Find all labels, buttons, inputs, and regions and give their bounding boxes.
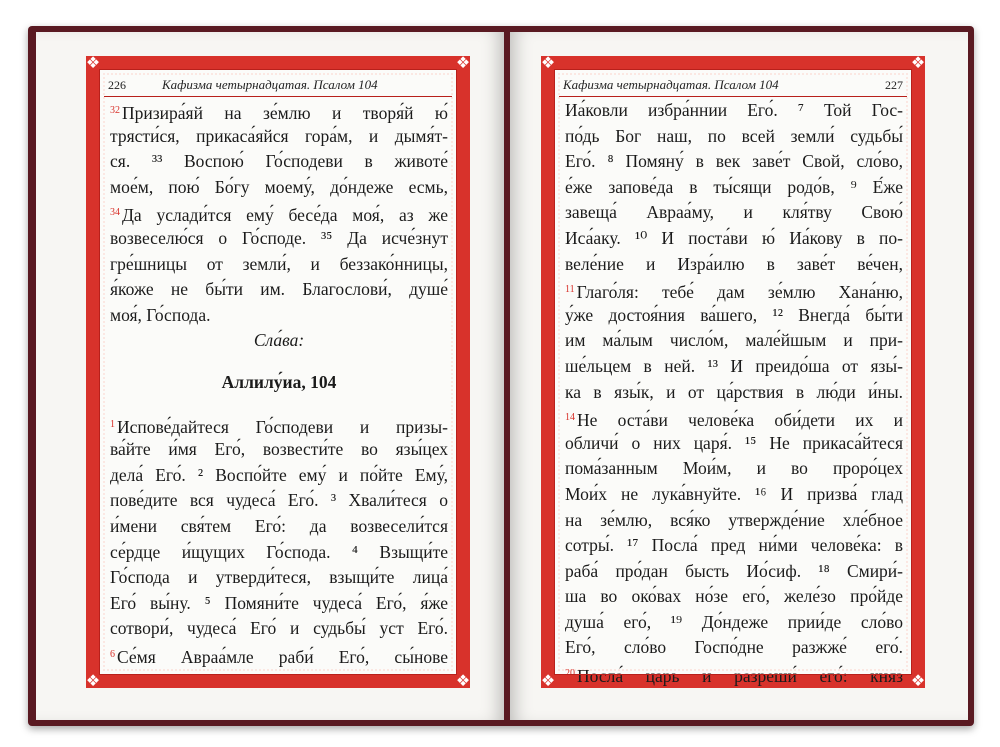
text-line	[565, 661, 903, 687]
line-text: мое́м, пою́ Бо́гу моему́, до́ндеже есмь,	[110, 176, 448, 197]
text-line	[110, 252, 448, 278]
right-page-text	[565, 98, 903, 687]
page-number: 227	[885, 78, 903, 92]
line-text: трясти́ся, прикаса́яйся гора́м, и дымя́т-	[110, 125, 448, 146]
text-line	[565, 584, 903, 610]
left-ornamental-frame	[85, 53, 471, 690]
ornament-corner-icon: ❖	[455, 671, 471, 690]
line-text: веле́ние и Изра́илю в заве́т ве́чен,	[565, 253, 903, 274]
text-line	[110, 591, 448, 617]
line-text: Не оста́ви челове́ка оби́дети их и	[577, 410, 903, 431]
verse-number: 1	[110, 418, 115, 430]
line-text: Призира́яй на зе́млю и творя́й ю́	[122, 103, 448, 123]
text-line	[565, 456, 903, 482]
text-line	[565, 508, 903, 534]
line-text: е́же запове́да в ты́сящи родо́в, ⁹ Е́же	[565, 176, 903, 197]
text-line	[110, 488, 448, 514]
text-line	[565, 252, 903, 278]
ornament-corner-icon: ❖	[455, 53, 471, 72]
text-line	[110, 303, 448, 329]
verse-number: 20	[565, 668, 575, 680]
text-line	[565, 380, 903, 406]
verse-number: 34	[110, 207, 120, 219]
text-line	[110, 514, 448, 540]
line-text: Сла́ва:	[253, 330, 305, 351]
ornament-corner-icon: ❖	[85, 53, 101, 72]
line-text: Иа́ковли избра́ннии Его́. ⁷ Той Гос-	[565, 100, 903, 120]
text-line	[110, 98, 448, 124]
line-text: им ма́лым число́м, мале́йшым и при-	[565, 330, 903, 351]
line-text: се́рдце и́щущих Го́спода. ⁴ Взыщи́те	[110, 541, 448, 562]
line-text: по́дь Бог наш, по всей земли́ судьбы́	[565, 125, 903, 146]
line-text: душа́ его́, ¹⁹ До́ндеже прии́де сло́во	[565, 611, 903, 632]
text-line	[110, 412, 448, 438]
spacer	[110, 396, 448, 412]
ornament-corner-icon: ❖	[910, 53, 926, 72]
text-line	[565, 124, 903, 150]
text-line	[110, 124, 448, 150]
text-line	[565, 303, 903, 329]
line-text: Испове́дайтеся Го́сподеви и призы-	[117, 416, 448, 437]
ornament-corner-icon: ❖	[85, 671, 101, 690]
line-text: Его́ вы́ну. ⁵ Помяни́те чудеса́ Его́, я́же	[110, 592, 448, 613]
line-text: Иса́аку. ¹⁰ И поста́ви ю́ Иа́кову в по-	[565, 227, 903, 248]
line-text: ша во око́вах но́зе его́, желе́зо про́йде	[565, 586, 903, 607]
text-line	[110, 565, 448, 591]
line-text: Глаго́ля: тебе́ дам зе́млю Хана́ню,	[576, 282, 903, 303]
line-text: моя́, Го́спода.	[110, 304, 211, 325]
text-line	[565, 635, 903, 661]
line-text: Посла́ царь и разреши́ его́: княз	[577, 666, 903, 687]
line-text: Се́мя Авраа́мле раби́ Его́, сы́нове	[117, 646, 448, 667]
text-line	[565, 226, 903, 252]
spacer	[110, 354, 448, 370]
line-text: сотвори́, чудеса́ Его́ и судьбы́ уст Его́.	[110, 618, 448, 639]
text-line	[565, 559, 903, 585]
ornament-corner-icon: ❖	[540, 671, 556, 690]
verse-number: 32	[110, 105, 120, 116]
line-text: пове́дите вся чудеса́ Его́. ³ Хвали́теся о	[110, 490, 448, 511]
text-line	[565, 277, 903, 303]
line-text: Его́. ⁸ Помяну́ в век заве́т Свой, сло́во,	[565, 151, 903, 172]
right-running-header	[559, 74, 907, 97]
text-line	[565, 200, 903, 226]
text-line	[110, 226, 448, 252]
text-line	[110, 200, 448, 226]
left-running-header	[104, 74, 452, 97]
line-text: сотры́. ¹⁷ Посла́ пред ни́ми челове́ка: в	[565, 535, 903, 556]
text-line	[110, 149, 448, 175]
running-title: Кафизма четырнадцатая. Псалом 104	[162, 77, 378, 92]
text-line	[110, 616, 448, 642]
line-text: Го́спода и утверди́теся, взыщи́те лица́	[110, 567, 448, 588]
line-text: завеща́ Авраа́му, и кля́тву Свою́	[565, 202, 903, 223]
text-line	[565, 175, 903, 201]
line-text: ка в язы́к, и от ца́рствия в лю́ди и́ны.	[565, 381, 903, 402]
text-line	[110, 437, 448, 463]
line-text: дела́ Его́. ² Воспо́йте ему́ и по́йте Ему́,	[110, 464, 448, 485]
verse-number: 14	[565, 412, 575, 424]
line-text: и́мени свя́тем Его́: да возвесели́тся	[110, 515, 448, 536]
text-line	[110, 642, 448, 668]
text-line	[565, 149, 903, 175]
ornament-corner-icon: ❖	[910, 671, 926, 690]
line-text: ва́йте и́мя Его́, возвести́те во язы́цех	[110, 439, 448, 460]
left-page-text	[110, 98, 448, 667]
line-text: ся. ³³ Воспою́ Го́сподеви в животе́	[110, 151, 448, 172]
right-ornamental-frame	[540, 53, 926, 690]
text-line	[110, 463, 448, 489]
line-text: пома́занным Мои́м, и во проро́цех	[565, 458, 903, 479]
text-line	[110, 277, 448, 303]
line-text: Аллилу́иа, 104	[221, 371, 337, 392]
text-line	[565, 533, 903, 559]
ornament-corner-icon: ❖	[540, 53, 556, 72]
line-text: на зе́млю, вся́ко утвержде́ние хле́бное	[565, 509, 903, 530]
text-line	[565, 482, 903, 508]
text-line	[565, 610, 903, 636]
line-text: гре́шницы от земли́, и беззако́нницы,	[110, 253, 448, 274]
page-number: 226	[108, 78, 126, 92]
line-text: возвеселю́ся о Го́споде. ³⁵ Да исче́знут	[110, 227, 448, 248]
running-title: Кафизма четырнадцатая. Псалом 104	[563, 77, 779, 92]
text-line	[110, 175, 448, 201]
verse-number: 11	[565, 284, 575, 296]
text-line	[565, 328, 903, 354]
slava-heading	[110, 328, 448, 354]
text-line	[565, 405, 903, 431]
line-text: раба́ про́дан бысть Ио́сиф. ¹⁸ Смири́-	[565, 560, 903, 581]
line-text: Мои́х не лука́внуйте. ¹⁶ И призва́ глад	[565, 483, 903, 504]
text-line	[565, 431, 903, 457]
line-text: ше́льцем в ней. ¹³ И преидо́ша от язы́-	[565, 355, 903, 376]
psalm-heading	[110, 370, 448, 396]
text-line	[110, 540, 448, 566]
verse-number: 6	[110, 648, 115, 660]
line-text: обличи́ о них царя́. ¹⁵ Не прикаса́йтеся	[565, 432, 903, 453]
line-text: я́коже не бы́ти им. Благослови́, душе́	[110, 279, 448, 300]
text-line	[565, 98, 903, 124]
text-line	[565, 354, 903, 380]
line-text: Да услади́тся ему́ бесе́да моя́, аз же	[122, 205, 448, 226]
line-text: Его́, сло́во Госпо́дне разжже́ его́.	[565, 637, 903, 658]
line-text: у́же достоя́ния ва́шего, ¹² Внегда́ бы́ти	[565, 304, 903, 325]
